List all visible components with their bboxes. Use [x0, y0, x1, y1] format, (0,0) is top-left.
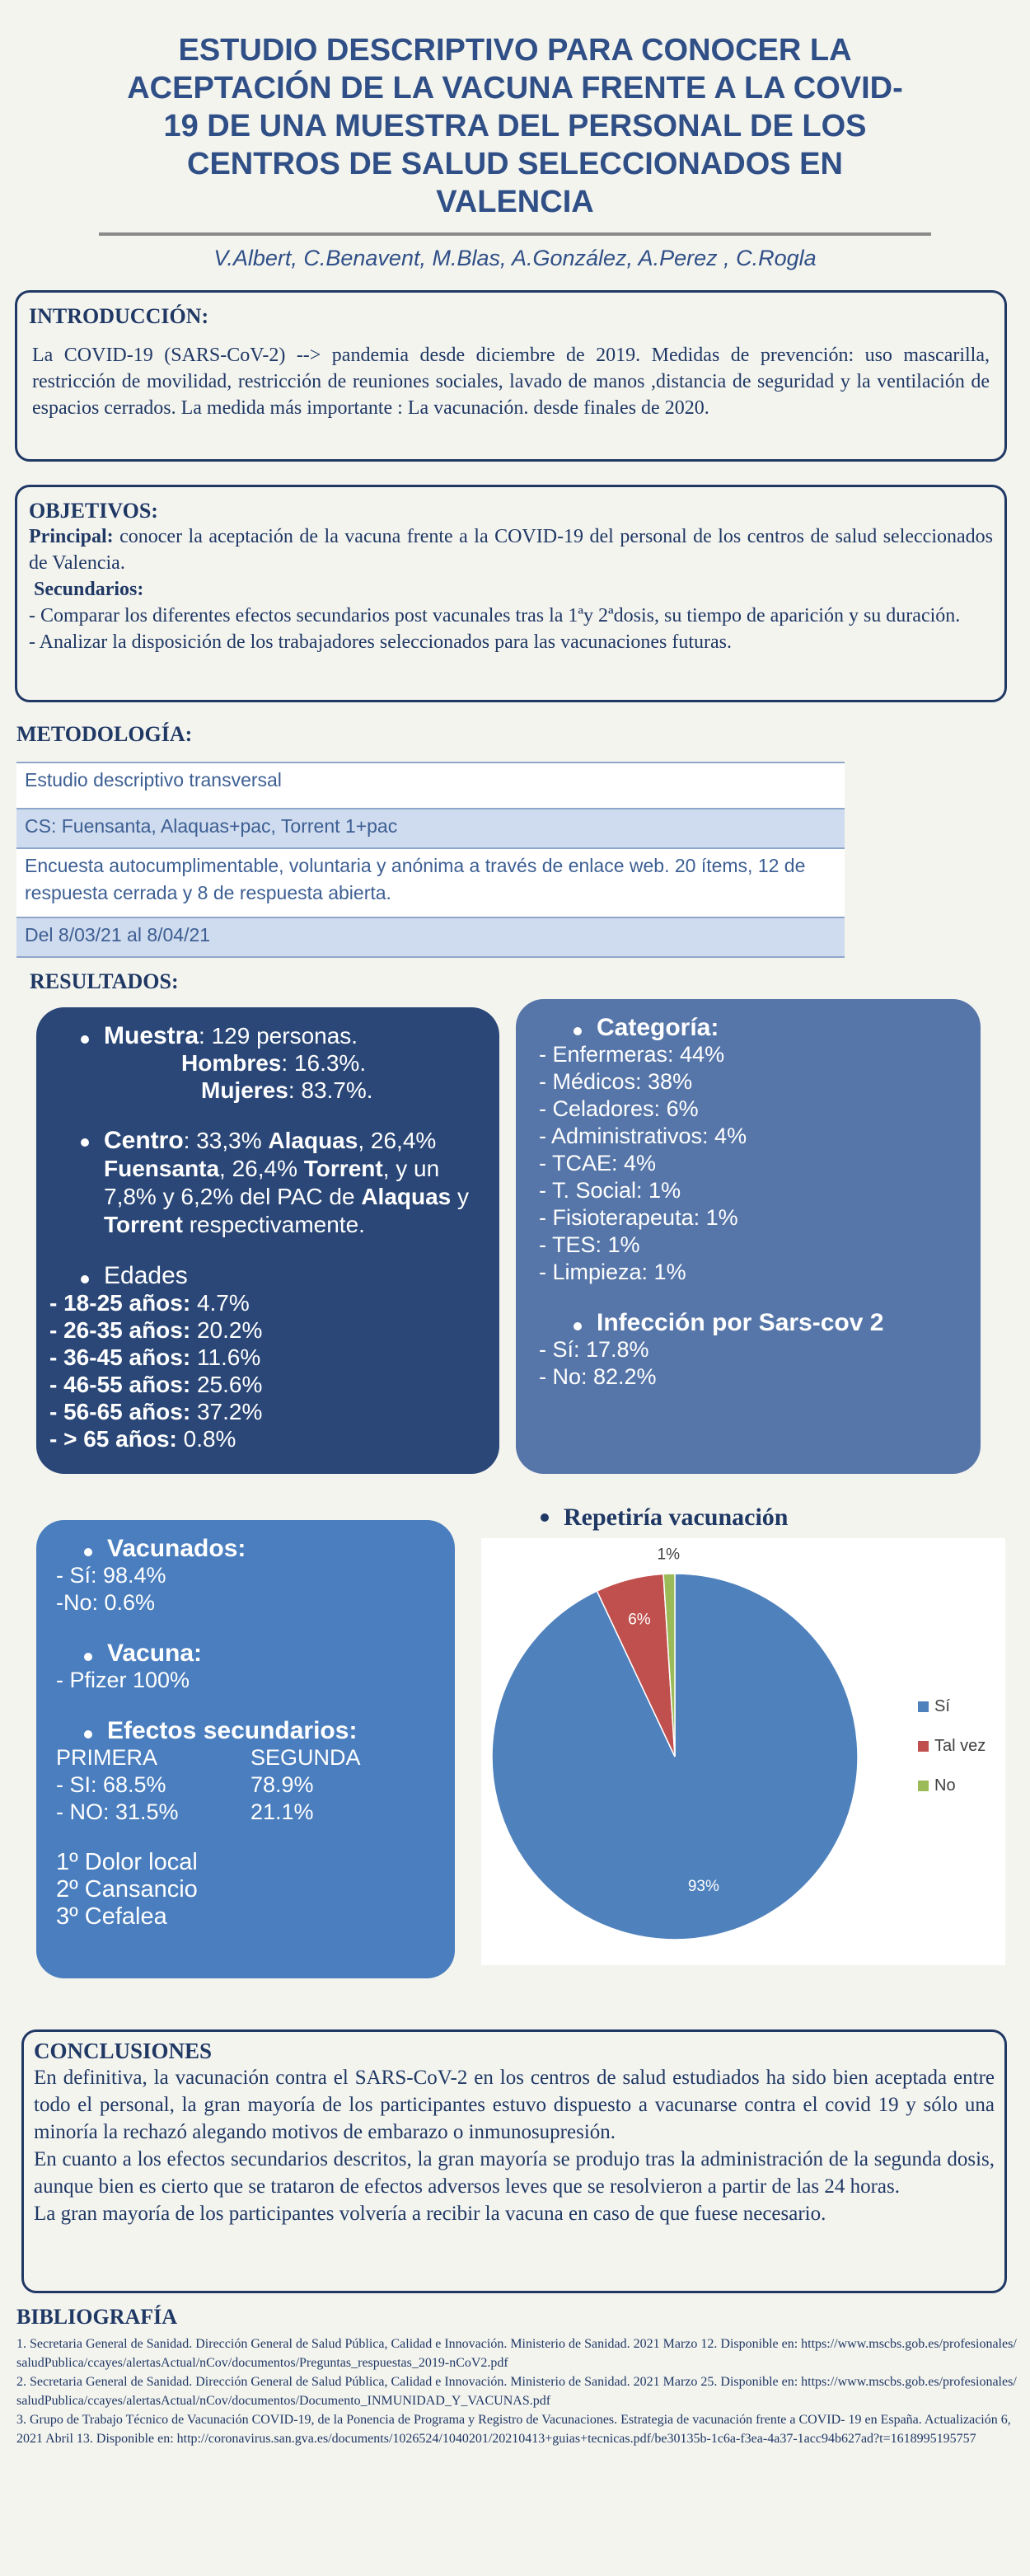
introduccion-box: [15, 290, 1007, 462]
secundarios-label: [29, 576, 993, 603]
efectos-row: [56, 1771, 438, 1799]
centro-t3: , 26,4%: [219, 1156, 304, 1181]
efectos-primera: - NO: 31.5%: [56, 1799, 179, 1824]
title-line: CENTROS DE SALUD SELECCIONADOS EN: [187, 147, 843, 181]
infeccion-row: - No: 82.2%: [539, 1364, 657, 1389]
mujeres-value: : 83.7%.: [288, 1077, 373, 1103]
objetivos-box: [15, 485, 1007, 702]
title-line: VALENCIA: [436, 185, 594, 219]
infeccion-item: [549, 1309, 959, 1336]
infeccion-list: [539, 1336, 959, 1391]
edad-value: 25.6%: [190, 1372, 263, 1397]
categoria-row: - Administrativos: 4%: [539, 1124, 747, 1148]
title-line: ACEPTACIÓN DE LA VACUNA FRENTE A LA COVID-: [127, 71, 903, 106]
edad-row: [49, 1316, 478, 1344]
bullet-icon: [574, 1027, 582, 1035]
hombres-value: : 16.3%.: [281, 1050, 367, 1076]
vacuna-label: Vacuna:: [107, 1640, 203, 1667]
categoria-label: Categoría:: [597, 1014, 719, 1041]
bullet-icon: [84, 1548, 92, 1556]
metodologia-row: Encuesta autocumplimentable, voluntaria y anónima a través de enlace web. 20 ítems, 12 de respuesta cerrada y 8 de respuesta abierta.: [16, 847, 845, 917]
secundario-item: - Comparar los diferentes efectos secundarios post vacunales tras la 1ªy 2ªdosis, su tiempo de aparición y su duración.: [29, 605, 961, 626]
edades-label: Edades: [104, 1262, 188, 1289]
pie-data-label: 93%: [687, 1877, 719, 1895]
edad-row: [49, 1289, 478, 1316]
legend-label: No: [934, 1776, 956, 1795]
categoria-row: - Médicos: 38%: [539, 1069, 693, 1094]
infeccion-row: - Sí: 17.8%: [539, 1337, 649, 1362]
muestra-label: Muestra: [104, 1022, 199, 1049]
authors: V.Albert, C.Benavent, M.Blas, A.González, A.Perez , C.Rogla: [213, 246, 817, 270]
efectos-segunda: 21.1%: [250, 1799, 314, 1824]
centro-t2: , 26,4%: [358, 1128, 437, 1153]
principal-label: Principal:: [29, 526, 114, 547]
edad-value: 0.8%: [176, 1426, 236, 1452]
bullet-icon: [541, 1513, 549, 1522]
title-divider: [99, 232, 931, 236]
legend-label: Sí: [934, 1697, 950, 1715]
bullet-icon: [81, 1275, 89, 1283]
chart-title-row: [541, 1504, 788, 1532]
centro-label: Centro: [104, 1127, 184, 1154]
biblio-item: 3. Grupo de Trabajo Técnico de Vacunación COVID-19, de la Ponencia de Programa y Registro de Vacunaciones. Estrategia de vacunación frente a COVID- 19 en España. Actualización 6, 2021 Abril 13. Disponible en: http://coronavirus.san.gva.es/documents/1026524/1040201/20210413+guias+tecnicas.pdf/be30135b-1c6a-f3ea-4a37-1acc94b627ad?t=1618995195757: [16, 2413, 1011, 2446]
legend-label: Tal vez: [934, 1737, 986, 1755]
hombres-label: Hombres: [181, 1050, 282, 1076]
chart-area: [481, 1538, 1005, 1965]
categoria-row: - Fisioterapeuta: 1%: [539, 1205, 738, 1230]
centro-b1: Alaquas: [268, 1128, 358, 1153]
introduccion-text: La COVID-19 (SARS-CoV-2) --> pandemia desde diciembre de 2019. Medidas de prevención: uso mascarilla, restricción de movilidad, restricción de reuniones sociales, lavado de manos ,distancia de seguridad y la ventilación de espacios cerrados. La medida más importante : La vacunación. desde finales de 2020.: [32, 345, 990, 419]
legend-swatch: [918, 1781, 929, 1791]
efectos-rank: 3º Cefalea: [56, 1903, 167, 1930]
efectos-label: Efectos secundarios:: [107, 1717, 358, 1744]
infeccion-label: Infección por Sars-cov 2: [597, 1309, 884, 1336]
edad-value: 4.7%: [190, 1290, 250, 1316]
title-line: 19 DE UNA MUESTRA DEL PERSONAL DE LOS: [163, 109, 867, 143]
edad-label: - 18-25 años:: [49, 1290, 191, 1316]
edades-list: [49, 1289, 478, 1452]
edad-row: [49, 1371, 478, 1398]
pie-chart: [481, 1538, 1005, 1965]
biblio-item: 1. Secretaria General de Sanidad. Dirección General de Salud Pública, Calidad e Innovación. Ministerio de Sanidad. 2021 Marzo 12. Disponible en: https://www.mscbs.gob.es/profesionales/saludPublica/ccayes/alertasActual/nCov/documentos/Preguntas_respuestas_2019-nCoV2.pdf: [16, 2337, 1017, 2370]
centro-t6: respectivamente.: [182, 1212, 365, 1237]
chart-title: Repetiría vacunación: [564, 1504, 789, 1531]
bibliografia-title: BIBLIOGRAFÍA: [16, 2305, 178, 2329]
categoria-row: - Enfermeras: 44%: [539, 1042, 725, 1067]
centro-item: [56, 1127, 478, 1239]
categoria-item: [549, 1014, 959, 1041]
mujeres-label: Mujeres: [201, 1077, 288, 1103]
muestra-value: : 129 personas.: [199, 1023, 358, 1049]
secundario-item: - Analizar la disposición de los trabajadores seleccionados para las vacunaciones futuras.: [29, 631, 733, 653]
vacunados-label: Vacunados:: [107, 1535, 246, 1562]
categoria-row: - T. Social: 1%: [539, 1178, 681, 1203]
vacunados-item: [59, 1535, 438, 1562]
conclusiones-box: [21, 2029, 1007, 2293]
efectos-primera: - SI: 68.5%: [56, 1772, 166, 1797]
edad-label: - 56-65 años:: [49, 1399, 191, 1424]
pie-data-label: 1%: [657, 1546, 680, 1564]
bullet-icon: [574, 1322, 582, 1330]
metodologia-row: CS: Fuensanta, Alaquas+pac, Torrent 1+pac: [16, 808, 845, 847]
legend-swatch: [918, 1741, 929, 1752]
legend-swatch: [918, 1701, 929, 1712]
efectos-table: [56, 1744, 438, 1931]
edad-row: [49, 1398, 478, 1425]
resultados-title: RESULTADOS:: [30, 969, 179, 993]
pie-data-label: 6%: [628, 1611, 651, 1629]
efectos-rank: 1º Dolor local: [56, 1849, 198, 1875]
poster-title: [82, 31, 948, 221]
centro-b4: Alaquas: [361, 1184, 452, 1209]
edad-row: [49, 1344, 478, 1371]
vacuna-item: [59, 1640, 438, 1667]
centro-text: [104, 1127, 478, 1239]
principal-text: conocer la aceptación de la vacuna frente a la COVID-19 del personal de los centros de salud seleccionados de Valencia.: [29, 526, 993, 574]
vacunados-row: - Sí: 98.4%: [56, 1563, 166, 1588]
edad-label: - 36-45 años:: [49, 1344, 191, 1370]
edad-label: - 26-35 años:: [49, 1317, 191, 1343]
conclusiones-p: La gran mayoría de los participantes volvería a recibir la vacuna en caso de que fuese necesario.: [34, 2203, 826, 2225]
conclusiones-p: En definitiva, la vacunación contra el SARS-CoV-2 en los centros de salud estudiados ha sido bien aceptada entre todo el personal, la gran mayoría de los participantes estuvo dispuesto a vacunarse contra el covid 19 y sólo una minoría la rechazó alegando motivos de embarazo o inmunosupresión.: [34, 2067, 995, 2143]
metodologia-row: Del 8/03/21 al 8/04/21: [16, 917, 845, 958]
title-line: ESTUDIO DESCRIPTIVO PARA CONOCER LA: [178, 33, 852, 68]
bullet-icon: [81, 1138, 89, 1147]
efectos-item: [59, 1717, 438, 1744]
vacunados-list: [56, 1562, 438, 1616]
edad-value: 11.6%: [190, 1344, 261, 1370]
efectos-header: [56, 1744, 438, 1771]
efectos-rank: 2º Cansancio: [56, 1876, 198, 1903]
categoria-row: - Celadores: 6%: [539, 1096, 699, 1121]
mujeres-line: [56, 1077, 478, 1104]
panel-muestra: [36, 1007, 499, 1474]
centro-b3: Torrent: [303, 1156, 383, 1181]
efectos-row: [56, 1799, 438, 1826]
objetivos-title: OBJETIVOS:: [29, 499, 158, 523]
col-segunda: SEGUNDA: [250, 1745, 361, 1770]
col-primera: PRIMERA: [56, 1745, 158, 1770]
edad-label: - > 65 años:: [49, 1426, 177, 1452]
categoria-row: - TES: 1%: [539, 1232, 640, 1257]
centro-t5: y: [451, 1184, 470, 1209]
panel-vacunados: [36, 1520, 455, 1978]
categoria-row: - TCAE: 4%: [539, 1151, 657, 1175]
bullet-icon: [81, 1035, 89, 1044]
edades-item: [56, 1262, 478, 1289]
centro-b5: Torrent: [104, 1212, 183, 1237]
metodologia-row: Estudio descriptivo transversal: [16, 762, 845, 808]
muestra-item: [56, 1022, 478, 1049]
edad-value: 20.2%: [190, 1317, 263, 1343]
efectos-segunda: 78.9%: [250, 1772, 314, 1797]
panel-categoria: [516, 999, 981, 1474]
categoria-row: - Limpieza: 1%: [539, 1260, 686, 1284]
metodologia-title: METODOLOGÍA:: [16, 722, 193, 746]
conclusiones-p: En cuanto a los efectos secundarios descritos, la gran mayoría se produjo tras la administración de la segunda dosis, aunque bien es cierto que se trataron de efectos adversos leves que se resolvieron a partir de las 24 horas.: [34, 2148, 995, 2198]
bibliografia: [16, 2305, 1017, 2448]
introduccion-title: INTRODUCCIÓN:: [29, 304, 209, 328]
conclusiones-title: CONCLUSIONES: [34, 2039, 213, 2063]
edad-label: - 46-55 años:: [49, 1372, 191, 1397]
bullet-icon: [84, 1653, 92, 1661]
hombres-line: [56, 1049, 478, 1077]
centro-t1: : 33,3%: [183, 1128, 269, 1153]
edad-row: [49, 1425, 478, 1452]
vacuna-row: - Pfizer 100%: [56, 1668, 190, 1692]
vacunados-row: -No: 0.6%: [56, 1590, 156, 1615]
centro-b2: Fuensanta: [104, 1156, 220, 1181]
edad-value: 37.2%: [190, 1399, 263, 1424]
centro-t4: , y un 7,8% y 6,2% del PAC de: [104, 1156, 440, 1209]
objetivos-principal: [29, 523, 993, 576]
biblio-item: 2. Secretaria General de Sanidad. Dirección General de Salud Pública, Calidad e Innovación. Ministerio de Sanidad. 2021 Marzo 25. Disponible en: https://www.mscbs.gob.es/profesionales/saludPublica/ccayes/alertasActual/nCov/documentos/Documento_INMUNIDAD_Y_VACUNAS.pdf: [16, 2375, 1017, 2408]
secundarios-label-text: Secundarios:: [34, 579, 144, 600]
bullet-icon: [84, 1730, 92, 1738]
categoria-list: [539, 1041, 959, 1286]
